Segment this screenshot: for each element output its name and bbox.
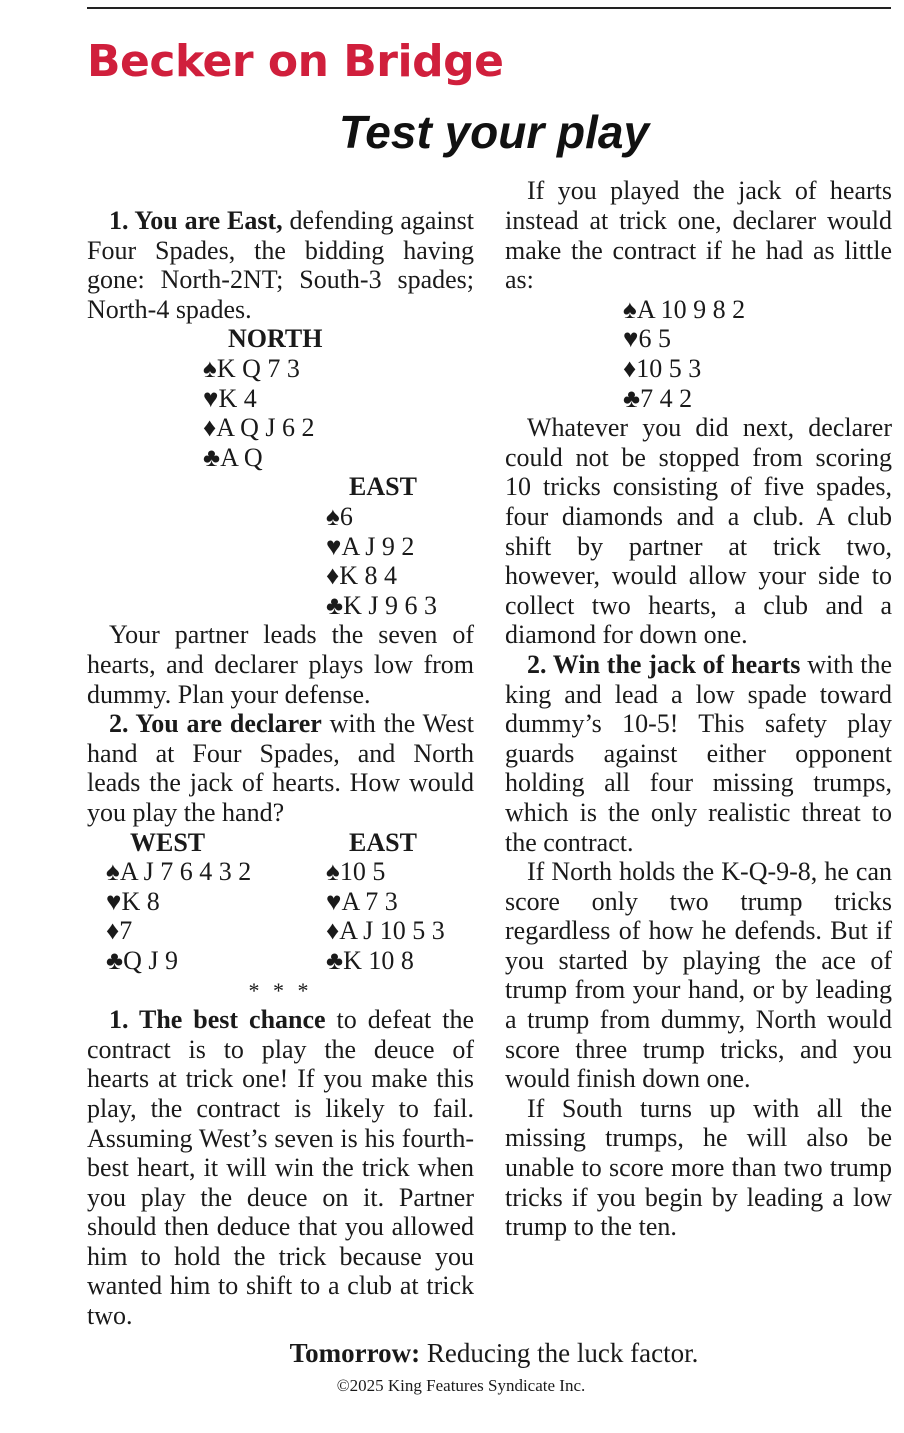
east-label: EAST [349, 472, 417, 502]
problem2-intro [87, 709, 474, 827]
answer2-paragraph-3: If South turns up with all the missing trumps, he will also be unable to score more than two trump tricks if you begin by leading a low trump to the ten. [505, 1093, 892, 1242]
north-label: NORTH [228, 324, 323, 354]
tomorrow-text: Reducing the luck factor. [420, 1338, 699, 1368]
north-hearts: ♥K 4 [203, 383, 257, 413]
answer2-lead: 2. Win the jack of hearts [527, 649, 801, 679]
section-divider: * * * [248, 977, 313, 1003]
dummy-east-hearts: ♥A 7 3 [326, 886, 398, 916]
answer-spades: ♠A 10 9 8 2 [623, 294, 746, 324]
answer1-paragraph-2: If you played the jack of hearts instead at trick one, declarer would make the contract if he had as little as: [505, 176, 892, 295]
answer2-paragraph-2: If North holds the K-Q-9-8, he can score only two trump tricks regardless of how he defends. But if you started by playing the ace of trump from your hand, or by leading a trump from dummy, North would score three trump tricks, and you would finish down one. [505, 857, 892, 1094]
north-diamonds: ♦A Q J 6 2 [203, 413, 315, 443]
answer1-paragraph [87, 1005, 474, 1331]
tomorrow-teaser [0, 1336, 904, 1370]
east-hearts: ♥A J 9 2 [326, 531, 415, 561]
answer2-paragraph [505, 650, 892, 857]
tomorrow-label: Tomorrow: [289, 1338, 421, 1368]
answer1-text: to defeat the contract is to play the deuce of hearts at trick one! If you make this play, the contract is likely to fail. Assuming West’s seven is his fourth-best heart, it will win the trick when you play the deuce on it. Partner should then deduce that you allowed him to hold the trick because you wanted him to shift to a club at trick two. [87, 1005, 474, 1331]
right-column [505, 176, 892, 1242]
answer-clubs: ♣7 4 2 [623, 383, 693, 413]
problem1-question: Your partner leads the seven of hearts, and declarer plays low from dummy. Plan your defense. [87, 620, 474, 709]
top-rule [87, 7, 891, 9]
north-spades: ♠K Q 7 3 [203, 353, 300, 383]
left-column [87, 206, 474, 1331]
problem2-diagram [87, 828, 474, 976]
answer1-diagram [505, 295, 892, 443]
page-title: Test your play [338, 106, 650, 158]
west-hearts: ♥K 8 [106, 886, 160, 916]
answer2-text: with the king and lead a low spade toward dummy’s 10-5! This safety play guards against either opponent holding all four missing trumps, which is the only realistic threat to the contract. [505, 649, 892, 857]
problem1-diagram [87, 324, 474, 620]
problem2-text: with the West hand at Four Spades, and North leads the jack of hearts. How would you play the hand? [87, 709, 474, 827]
west-label: WEST [130, 827, 206, 857]
dummy-east-spades: ♠10 5 [326, 857, 386, 887]
dummy-east-diamonds: ♦A J 10 5 3 [326, 916, 445, 946]
west-diamonds: ♦7 [106, 916, 133, 946]
north-clubs: ♣A Q [203, 442, 263, 472]
dummy-east-label: EAST [349, 827, 417, 857]
answer-diamonds: ♦10 5 3 [623, 353, 702, 383]
answer1-paragraph-3: Whatever you did next, declarer could not be stopped from scoring 10 tricks consisting of five spades, four diamonds and a club. A club shift by partner at trick two, however, would allow your side to collect two hearts, a club and a diamond for down one. [505, 413, 892, 650]
answer-hearts: ♥6 5 [623, 324, 671, 354]
problem1-intro [87, 206, 474, 324]
west-clubs: ♣Q J 9 [106, 945, 178, 975]
west-spades: ♠A J 7 6 4 3 2 [106, 857, 252, 887]
problem1-text: defending against Four Spades, the bidding having gone: North-2NT; South-3 spades; North-4 spades. [87, 206, 475, 324]
dummy-east-clubs: ♣K 10 8 [326, 945, 414, 975]
problem1-lead: 1. You are East, [109, 206, 283, 235]
copyright: ©2025 King Features Syndicate Inc. [336, 1376, 586, 1395]
column-masthead: Becker on Bridge [87, 36, 504, 87]
answer1-lead: 1. The best chance [109, 1005, 326, 1035]
east-clubs: ♣K J 9 6 3 [326, 590, 437, 620]
east-diamonds: ♦K 8 4 [326, 561, 398, 591]
east-spades: ♠6 [326, 501, 353, 531]
problem2-lead: 2. You are declarer [109, 709, 322, 739]
